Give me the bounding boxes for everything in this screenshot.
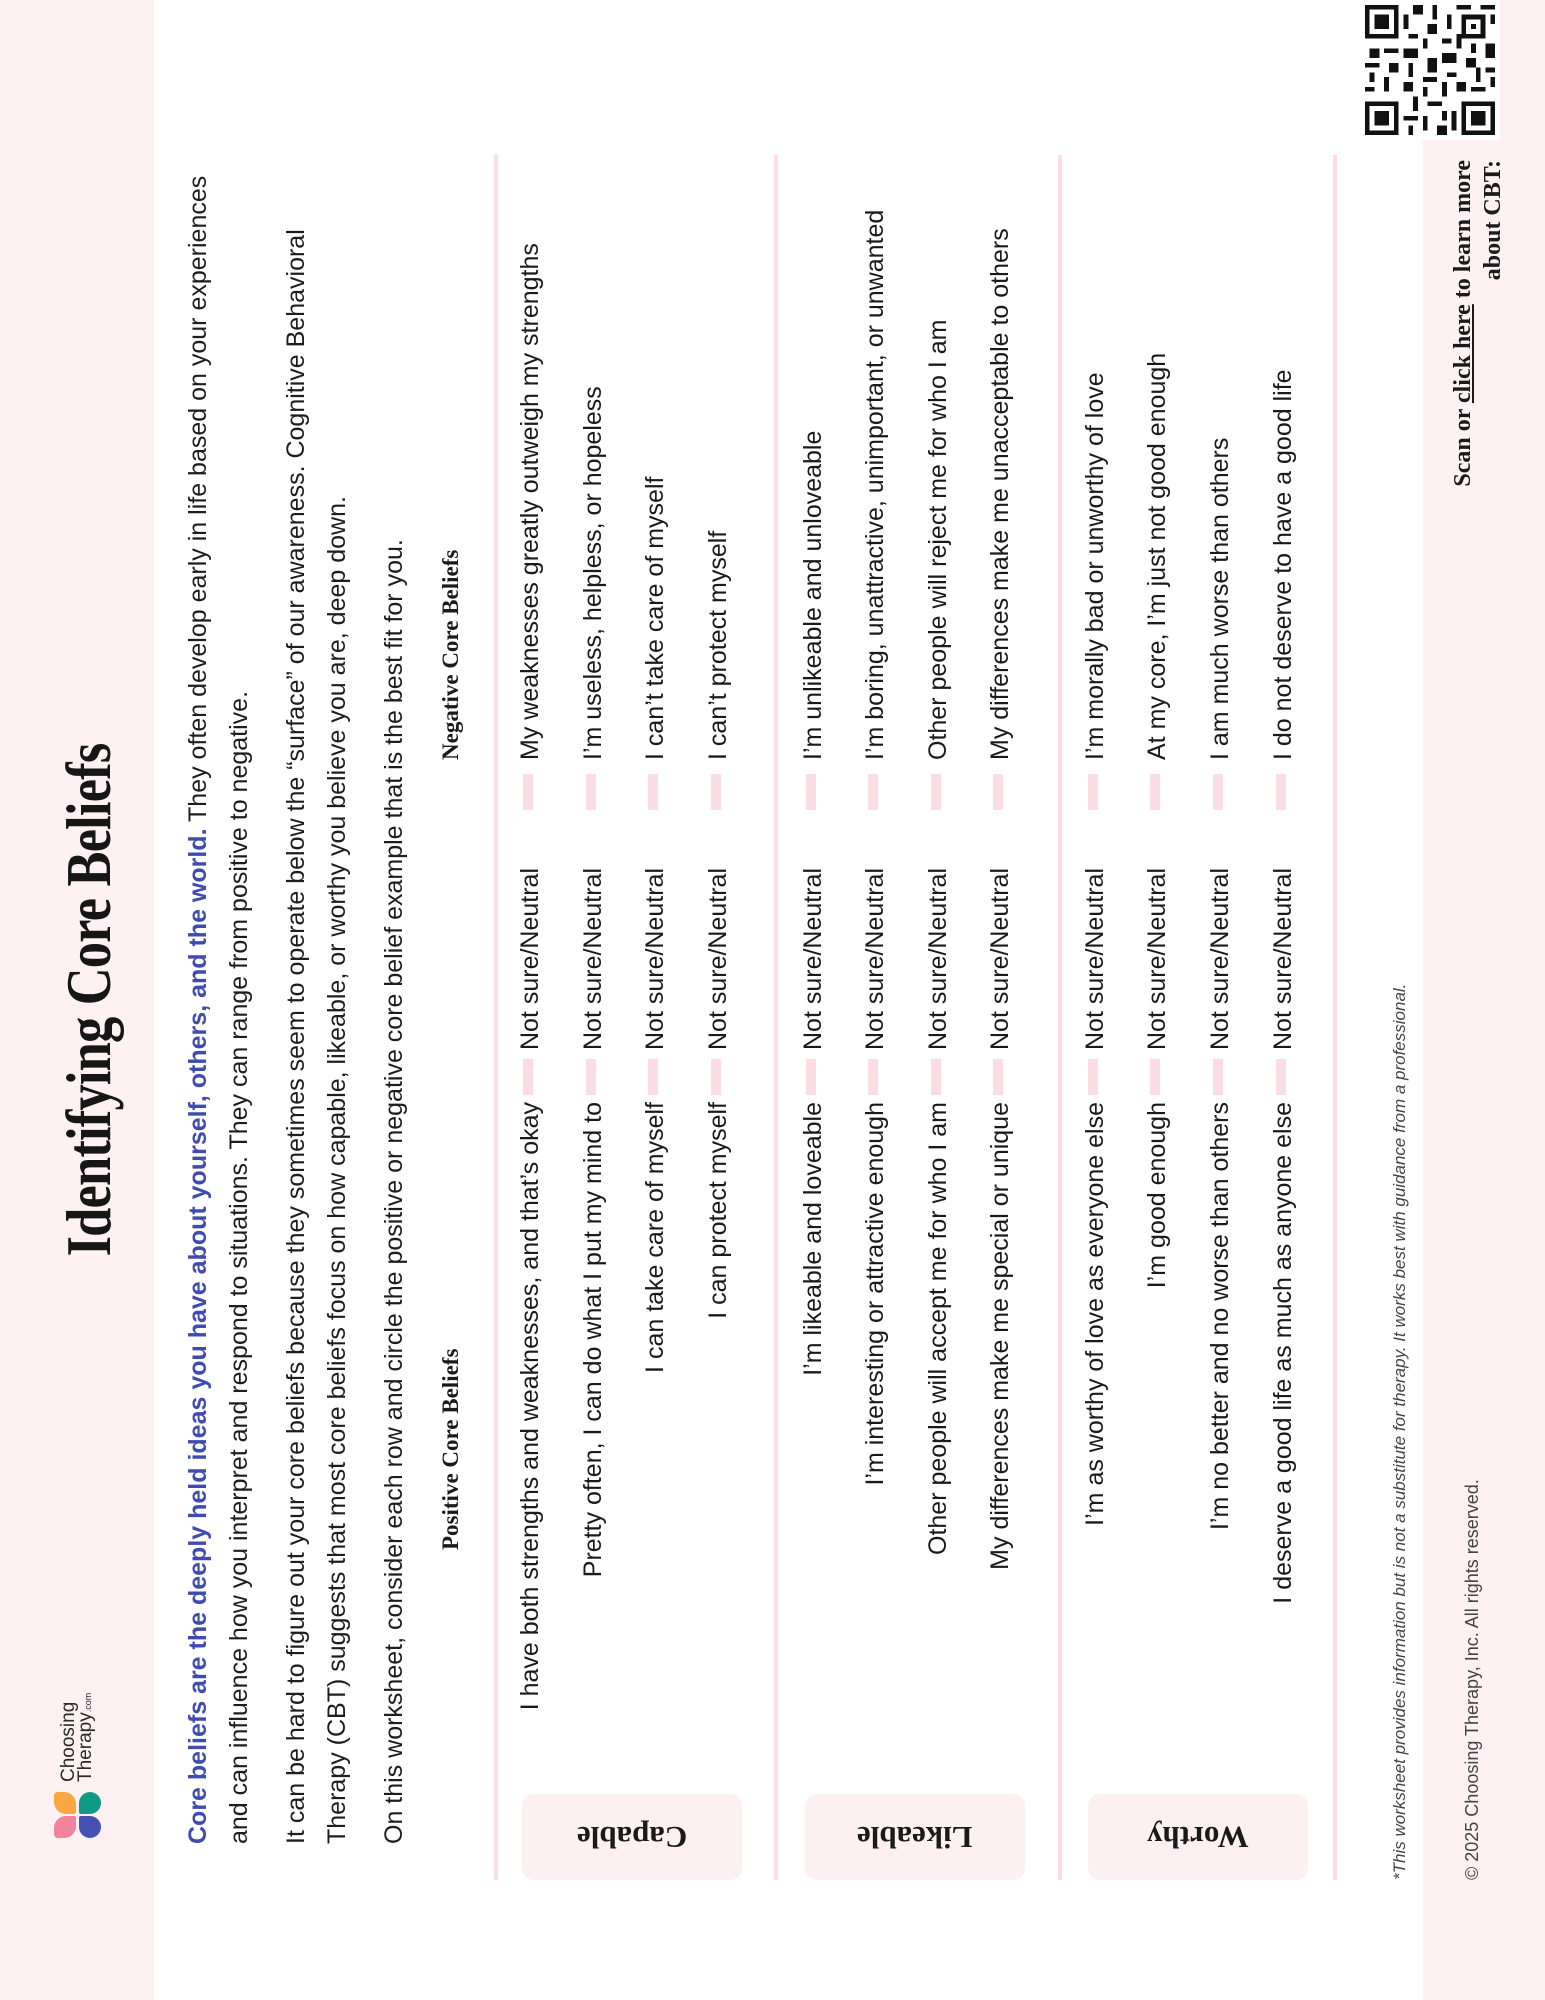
positive-column-header: Positive Core Beliefs	[438, 1348, 463, 1550]
category-badge-likeable: Likeable	[805, 1794, 1025, 1880]
positive-belief[interactable]: I deserve a good life as much as anyone else	[1269, 1102, 1297, 1604]
positive-belief[interactable]: My differences make me special or unique	[986, 1102, 1014, 1570]
intro-paragraph-3: On this worksheet, consider each row and circle the positive or negative core belief example that is the best fit for you.	[380, 539, 408, 1844]
neutral-option[interactable]: Not sure/Neutral	[641, 867, 669, 1050]
positive-belief[interactable]: I have both strengths and weaknesses, and that’s okay	[516, 1102, 544, 1711]
qr-code-icon[interactable]	[1360, 0, 1500, 140]
positive-belief[interactable]: I’m interesting or attractive enough	[861, 1102, 889, 1486]
neutral-option[interactable]: Not sure/Neutral	[1081, 867, 1109, 1050]
negative-belief[interactable]: I am much worse than others	[1206, 437, 1234, 760]
belief-row	[918, 0, 958, 2000]
separator-bar	[711, 774, 721, 810]
separator-bar	[523, 1059, 533, 1095]
neutral-option[interactable]: Not sure/Neutral	[1206, 867, 1234, 1050]
section-divider	[494, 155, 498, 1880]
negative-column-header: Negative Core Beliefs	[438, 549, 463, 760]
separator-bar	[586, 1059, 596, 1095]
negative-belief[interactable]: I can’t take care of myself	[641, 476, 669, 760]
category-badge-worthy: Worthy	[1088, 1794, 1308, 1880]
negative-belief[interactable]: I can’t protect myself	[704, 530, 732, 760]
separator-bar	[711, 1059, 721, 1095]
neutral-option[interactable]: Not sure/Neutral	[986, 867, 1014, 1050]
negative-belief[interactable]: I’m unlikeable and unloveable	[799, 430, 827, 760]
page-title: Identifying Core Beliefs	[53, 743, 124, 1257]
positive-belief[interactable]: I’m good enough	[1143, 1102, 1171, 1289]
separator-bar	[993, 1059, 1003, 1095]
separator-bar	[1276, 1059, 1286, 1095]
separator-bar	[648, 774, 658, 810]
section-divider	[1333, 155, 1337, 1880]
separator-bar	[523, 774, 533, 810]
negative-belief[interactable]: I’m boring, unattractive, unimportant, or unwanted	[861, 209, 889, 760]
positive-belief[interactable]: I’m no better and no worse than others	[1206, 1102, 1234, 1531]
belief-row	[1200, 0, 1240, 2000]
negative-belief[interactable]: My weaknesses greatly outweigh my strengths	[516, 243, 544, 760]
belief-row	[1137, 0, 1177, 2000]
intro-paragraph-2: It can be hard to figure out your core beliefs because they sometimes seem to operate below the “surface” of our awareness. Cognitive Behavioral Therapy (CBT) suggests that most core beliefs focus on how capable, likeable, or worthy you believe you are, deep down.	[282, 229, 351, 1844]
intro-text	[178, 144, 431, 1844]
belief-row	[1075, 0, 1115, 2000]
neutral-option[interactable]: Not sure/Neutral	[516, 867, 544, 1050]
intro-paragraph-1: Core beliefs are the deeply held ideas you have about yourself, others, and the world. They often develop early in life based on your experiences and can influence how you interpret and respond to situations. They can range from positive to negative.	[184, 175, 253, 1844]
separator-bar	[1088, 1059, 1098, 1095]
section-divider	[1058, 155, 1062, 1880]
separator-bar	[586, 774, 596, 810]
belief-row	[1263, 0, 1303, 2000]
separator-bar	[806, 1059, 816, 1095]
separator-bar	[1088, 774, 1098, 810]
neutral-option[interactable]: Not sure/Neutral	[861, 867, 889, 1050]
separator-bar	[993, 774, 1003, 810]
belief-row	[698, 0, 738, 2000]
negative-belief[interactable]: At my core, I’m just not good enough	[1143, 352, 1171, 760]
positive-belief[interactable]: I can protect myself	[704, 1102, 732, 1319]
click-here-link[interactable]: click here	[1450, 304, 1476, 404]
belief-row	[793, 0, 833, 2000]
intro-highlight: Core beliefs are the deeply held ideas you have about yourself, others, and the world.	[184, 828, 212, 1844]
negative-belief[interactable]: I do not deserve to have a good life	[1269, 369, 1297, 760]
separator-bar	[1213, 774, 1223, 810]
separator-bar	[806, 774, 816, 810]
disclaimer-text: *This worksheet provides information but is not a substitute for therapy. It works best with guidance from a professional.	[1390, 983, 1409, 1880]
negative-belief[interactable]: Other people will reject me for who I am	[924, 319, 952, 760]
separator-bar	[868, 1059, 878, 1095]
neutral-option[interactable]: Not sure/Neutral	[704, 867, 732, 1050]
separator-bar	[1213, 1059, 1223, 1095]
category-badge-capable: Capable	[522, 1794, 742, 1880]
neutral-option[interactable]: Not sure/Neutral	[579, 867, 607, 1050]
positive-belief[interactable]: I’m likeable and loveable	[799, 1102, 827, 1376]
separator-bar	[1276, 774, 1286, 810]
separator-bar	[931, 1059, 941, 1095]
belief-row	[635, 0, 675, 2000]
copyright-text: © 2025 Choosing Therapy, Inc. All rights reserved.	[1462, 1479, 1482, 1880]
separator-bar	[648, 1059, 658, 1095]
separator-bar	[1150, 774, 1160, 810]
belief-row	[980, 0, 1020, 2000]
logo-wordmark: Choosing Therapy.com	[57, 1692, 96, 1782]
separator-bar	[868, 774, 878, 810]
positive-belief[interactable]: I can take care of myself	[641, 1102, 669, 1373]
belief-row	[855, 0, 895, 2000]
section-divider	[774, 155, 778, 1880]
neutral-option[interactable]: Not sure/Neutral	[924, 867, 952, 1050]
positive-belief[interactable]: Pretty often, I can do what I put my mind to	[579, 1102, 607, 1578]
belief-row	[573, 0, 613, 2000]
positive-belief[interactable]: Other people will accept me for who I am	[924, 1102, 952, 1555]
belief-row	[510, 0, 550, 2000]
neutral-option[interactable]: Not sure/Neutral	[1143, 867, 1171, 1050]
separator-bar	[1150, 1059, 1160, 1095]
separator-bar	[931, 774, 941, 810]
neutral-option[interactable]: Not sure/Neutral	[799, 867, 827, 1050]
negative-belief[interactable]: I’m useless, helpless, or hopeless	[579, 386, 607, 760]
neutral-option[interactable]: Not sure/Neutral	[1269, 867, 1297, 1050]
positive-belief[interactable]: I’m as worthy of love as everyone else	[1081, 1102, 1109, 1526]
negative-belief[interactable]: My differences make me unacceptable to others	[986, 228, 1014, 760]
negative-belief[interactable]: I’m morally bad or unworthy of love	[1081, 372, 1109, 760]
cbt-cta: Scan or click here to learn more about CBT:	[1450, 160, 1506, 487]
